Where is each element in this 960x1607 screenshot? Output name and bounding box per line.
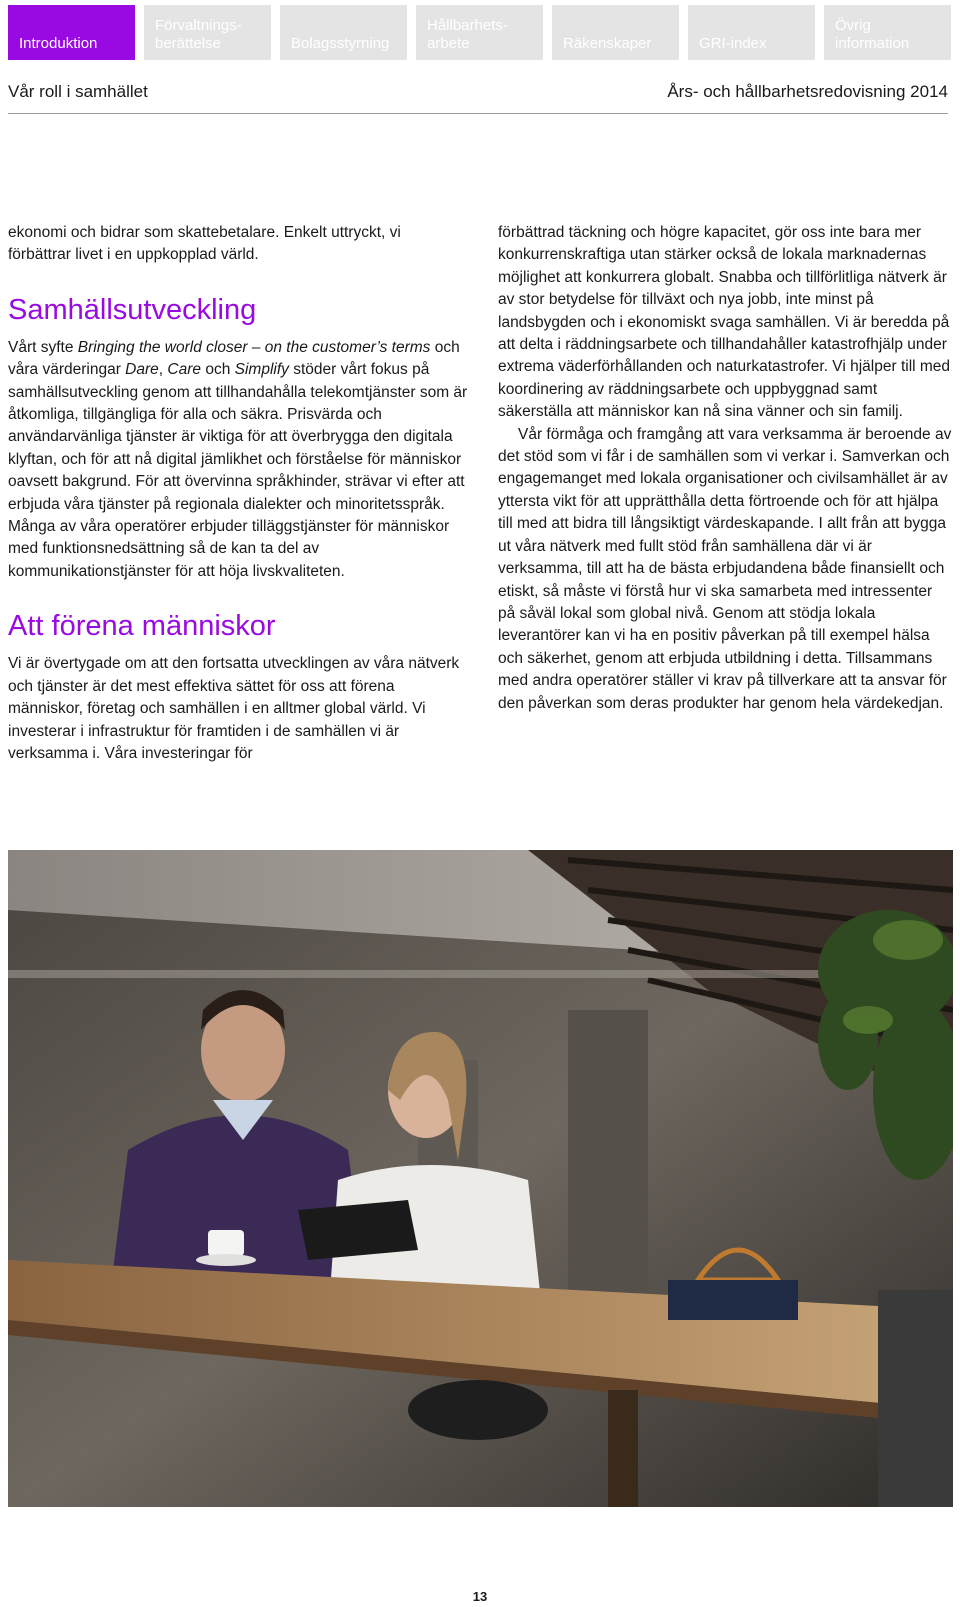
tab-label-line2: information bbox=[835, 35, 910, 52]
tab-ovrig-information[interactable] bbox=[824, 5, 951, 60]
tab-label-line2: GRI-index bbox=[699, 35, 767, 52]
tab-label-line1: Övrig bbox=[835, 17, 871, 34]
left-column bbox=[8, 222, 468, 765]
paragraph-natverk: förbättrad täckning och högre kapacitet, gör oss inte bara mer konkurrenskraftiga utan stärker också de lokala marknadernas möjlighet att konkurrera globalt. Snabba och tillförlitliga nätverk är av stor betydelse för tillväxt och nya jobb, inte minst på landsbygden och i ekonomiskt svaga samhällen. Vi är beredda på att delta i räddningsarbete och tillhandahåller katastrofhjälp under extrema väderförhållanden och naturkatastrofer. Vi hjälper till med koordinering av räddningsarbete och uppbyggnad samt säkerställa att människor kan nå sina vänner och sin familj. bbox=[498, 224, 951, 421]
text-run: och våra värderingar bbox=[8, 338, 460, 379]
section-title: Vår roll i samhället bbox=[8, 82, 148, 101]
paragraph-att-forena: Vi är övertygade om att den fortsatta utvecklingen av våra nätverk och tjänster är det mest effektiva sättet för oss att förena människor, företag och samhällen i en alltmer global värld. Vi investerar i infrastruktur för framtiden i de samhällen vi är verksamma i. Våra investeringar för bbox=[8, 655, 460, 762]
tab-rakenskaper[interactable] bbox=[552, 5, 679, 60]
paragraph-samverkan: Vår förmåga och framgång att vara verksamma är beroende av det stöd som vi får i de samhällen som vi verkar i. Samverkan och engagemanget med lokala organisationer och civilsamhället är av yttersta vikt för att upprätthålla detta förtroende och för att hjälpa till med att bidra till långsiktigt värdeskapande. I allt från att bygga ut våra nätverk med fullt stöd från samhällena där vi är verksamma, till att ha de bästa erbjudandena både finansiellt och etiskt, så måste vi förstå hur vi ska samarbeta med intressenter på såväl lokal som global nivå. Genom att stödja lokala leverantörer kan vi ha en positiv påverkan på till exempel hälsa och säkerhet, genom att erbjuda utbildning i detta. Tillsammans med andra operatörer ställer vi krav på tillverkare att ta ansvar för den påverkan som deras produkter har genom hela värdekedjan. bbox=[498, 425, 952, 712]
tab-label-line2: berättelse bbox=[155, 35, 221, 52]
tab-label-line1 bbox=[19, 17, 135, 35]
office-photo bbox=[8, 850, 953, 1507]
text-run: stöder vårt fokus på samhällsutveckling genom att tillhandahålla telekomtjänster som är åtkomliga, tillgängliga för alla och säkra. Prisvärda och användarvänliga tjänster är viktiga för att överbrygga den digitala klyftan, och för att nå digital jämlikhet och förståelse för människor oavsett bakgrund. För att övervinna språkhinder, strävar vi efter att erbjuda våra tjänster på regionala dialekter och minoritetsspråk. Många av våra operatörer erbjuder tilläggstjänster för människor med funktionsnedsättning så de kan ta del av kommunikationstjänster för att höja livskvaliteten. bbox=[8, 361, 468, 580]
tab-label-line1 bbox=[699, 17, 815, 35]
heading-samhallsutveckling: Samhällsutveckling bbox=[8, 293, 257, 326]
text-run: , bbox=[158, 361, 168, 379]
tab-label-line2: arbete bbox=[427, 35, 470, 52]
report-title: Års- och hållbarhetsredovisning 2014 bbox=[667, 82, 948, 101]
intro-paragraph: ekonomi och bidrar som skattebetalare. Enkelt uttryckt, vi förbättrar livet i en uppkopplad värld. bbox=[8, 224, 401, 264]
text-run: och bbox=[201, 361, 235, 379]
heading-att-forena-manniskor: Att förena människor bbox=[8, 610, 276, 643]
tab-label-line2: Bolagsstyrning bbox=[291, 35, 390, 52]
tab-label-line1 bbox=[291, 17, 407, 35]
value-care: Care bbox=[167, 361, 202, 379]
tab-label-line1 bbox=[563, 17, 679, 35]
tab-label-line1: Hållbarhets- bbox=[427, 17, 508, 34]
tab-gri-index[interactable] bbox=[688, 5, 815, 60]
tab-label-line2: Introduktion bbox=[19, 35, 98, 52]
tab-label-line1: Förvaltnings- bbox=[155, 17, 242, 34]
right-column bbox=[498, 222, 953, 715]
tab-bolagsstyrning[interactable] bbox=[280, 5, 407, 60]
header-divider bbox=[8, 113, 948, 114]
tab-label-line2: Räkenskaper bbox=[563, 35, 652, 52]
tab-forvaltningsberattelse[interactable] bbox=[144, 5, 271, 60]
text-run: Vårt syfte bbox=[8, 338, 78, 356]
section-tabs bbox=[8, 5, 952, 60]
tab-introduktion[interactable] bbox=[8, 5, 135, 60]
purpose-statement: Bringing the world closer – on the customer’s terms bbox=[77, 338, 431, 356]
page-header bbox=[8, 82, 948, 106]
page-number: 13 bbox=[472, 1589, 488, 1604]
value-simplify: Simplify bbox=[234, 361, 289, 379]
tab-hallbarhetsarbete[interactable] bbox=[416, 5, 543, 60]
paragraph-samhallsutveckling bbox=[8, 337, 468, 583]
value-dare: Dare bbox=[125, 361, 159, 379]
